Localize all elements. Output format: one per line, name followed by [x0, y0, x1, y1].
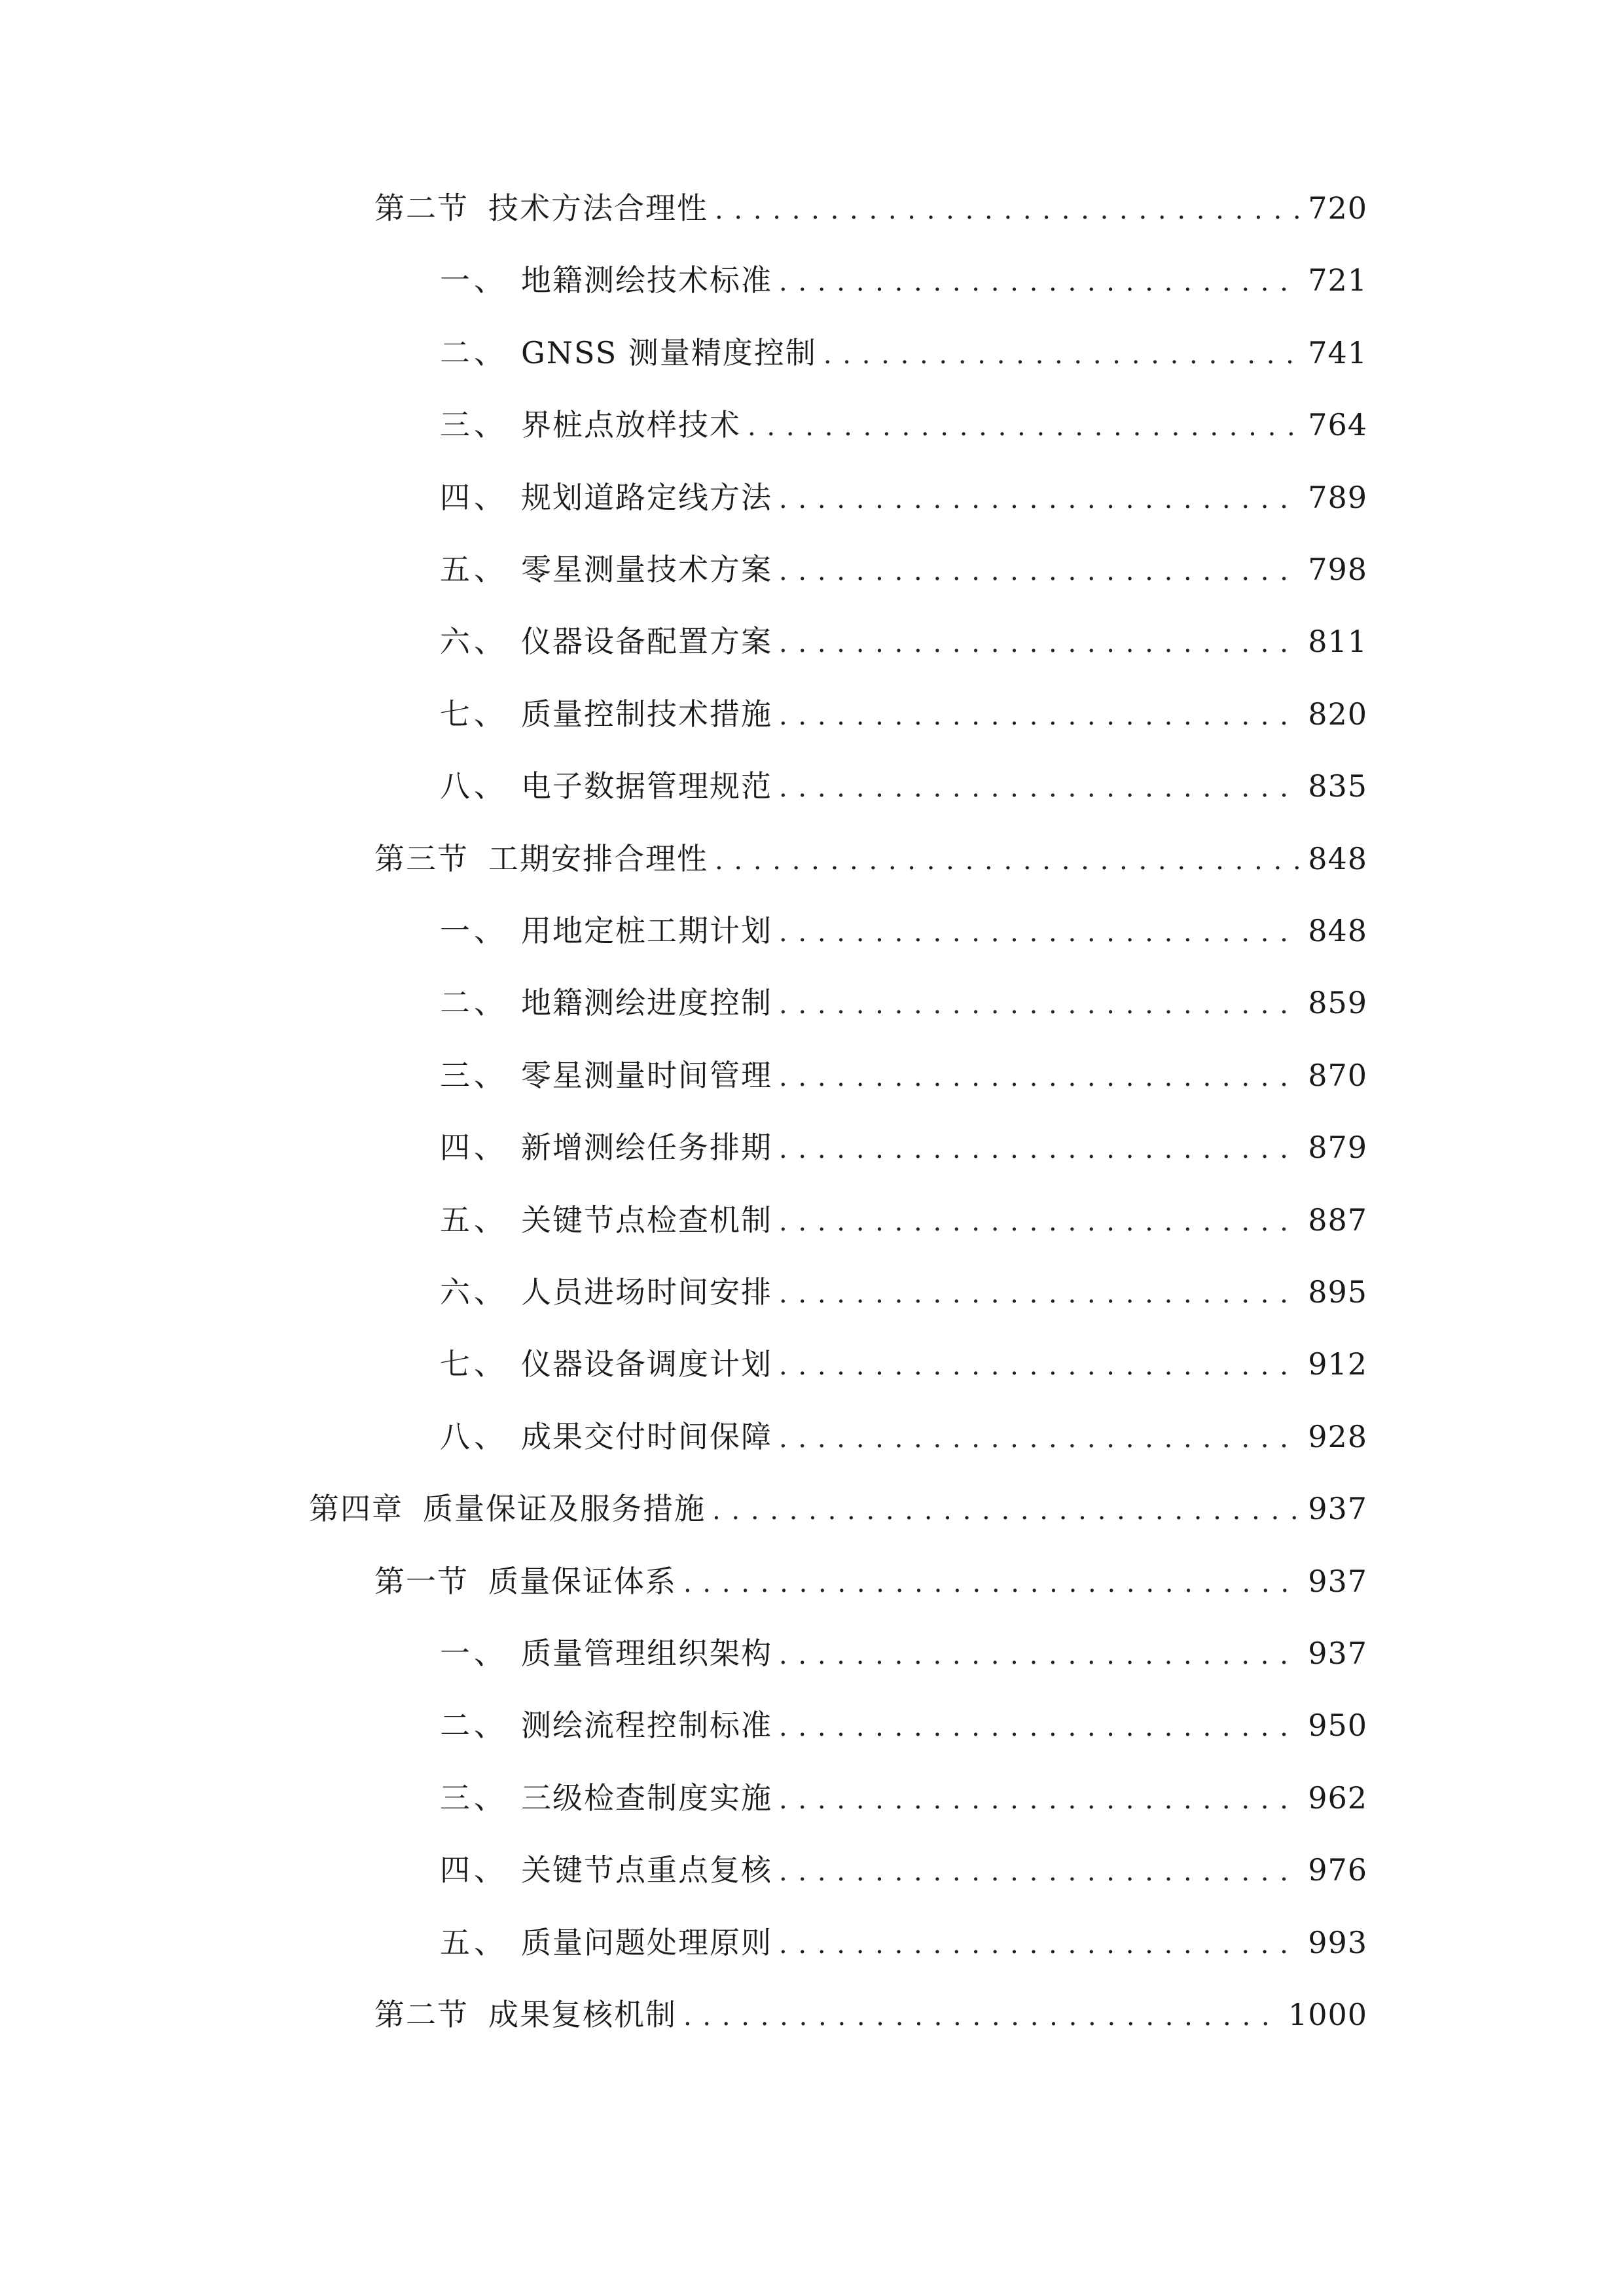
toc-entry-title: 质量管理组织架构 [521, 1636, 772, 1671]
toc-entry-number: 四、 [440, 1852, 508, 1888]
dot-leader [779, 910, 1299, 956]
toc-entry-page-number: 937 [1308, 1563, 1367, 1599]
toc-entry-page-number: 879 [1308, 1130, 1367, 1166]
toc-entry-title: GNSS 测量精度控制 [521, 334, 817, 370]
toc-entry-page-number: 859 [1308, 985, 1367, 1021]
toc-entry-page-number: 721 [1308, 262, 1367, 298]
toc-entry-title: 界桩点放样技术 [521, 407, 741, 443]
toc-entry[interactable] [440, 330, 1367, 376]
toc-entry-title: 人员进场时间安排 [521, 1274, 772, 1310]
toc-entry-number: 三、 [440, 1780, 508, 1816]
toc-entry[interactable] [440, 1775, 1367, 1821]
toc-entry[interactable] [440, 547, 1367, 592]
toc-entry[interactable] [440, 619, 1367, 664]
dot-leader [712, 1488, 1299, 1534]
toc-entry-title: 新增测绘任务排期 [521, 1130, 772, 1166]
toc-entry-page-number: 937 [1308, 1636, 1367, 1671]
toc-entry[interactable] [309, 1486, 1367, 1532]
toc-entry-number: 六、 [440, 624, 508, 660]
toc-entry-title: 仪器设备调度计划 [521, 1346, 772, 1382]
dot-leader [779, 1416, 1299, 1462]
toc-entry-title: 电子数据管理规范 [521, 768, 772, 804]
toc-entry[interactable] [440, 908, 1367, 954]
toc-entry-number: 一、 [440, 1636, 508, 1671]
dot-leader [779, 1271, 1299, 1317]
toc-entry[interactable] [374, 1992, 1367, 2037]
toc-entry-number: 第二节 [374, 190, 469, 226]
dot-leader [779, 982, 1299, 1028]
toc-entry-number: 一、 [440, 913, 508, 948]
toc-entry-number: 四、 [440, 1130, 508, 1166]
toc-entry[interactable] [440, 1414, 1367, 1460]
dot-leader [779, 1126, 1299, 1172]
toc-entry-title: 质量问题处理原则 [521, 1924, 772, 1960]
toc-entry-title: 质量控制技术措施 [521, 696, 772, 732]
dot-leader [715, 187, 1299, 233]
dot-leader [779, 1704, 1299, 1750]
toc-entry-title: 仪器设备配置方案 [521, 624, 772, 660]
dot-leader [683, 1560, 1299, 1606]
toc-entry-number: 一、 [440, 262, 508, 298]
toc-entry-page-number: 835 [1308, 768, 1367, 804]
toc-entry-title: 质量保证及服务措施 [423, 1491, 706, 1527]
toc-entry[interactable] [440, 1052, 1367, 1098]
toc-entry[interactable] [440, 257, 1367, 303]
toc-entry-number: 第四章 [309, 1491, 403, 1527]
toc-entry-number: 七、 [440, 1346, 508, 1382]
toc-entry-title: 规划道路定线方法 [521, 479, 772, 515]
toc-entry-page-number: 887 [1308, 1202, 1367, 1238]
toc-entry[interactable] [440, 691, 1367, 737]
toc-entry-number: 第一节 [374, 1563, 469, 1599]
toc-entry-page-number: 798 [1308, 552, 1367, 587]
dot-leader [779, 1777, 1299, 1823]
toc-entry-title: 关键节点重点复核 [521, 1852, 772, 1888]
toc-entry-title: 技术方法合理性 [488, 190, 708, 226]
toc-entry-page-number: 993 [1308, 1924, 1367, 1960]
toc-entry-page-number: 976 [1308, 1852, 1367, 1888]
toc-entry-number: 八、 [440, 1418, 508, 1454]
toc-entry-title: 关键节点检查机制 [521, 1202, 772, 1238]
toc-entry-page-number: 895 [1308, 1274, 1367, 1310]
toc-entry-number: 二、 [440, 1708, 508, 1744]
dot-leader [715, 838, 1299, 884]
toc-entry-number: 六、 [440, 1274, 508, 1310]
toc-entry[interactable] [374, 185, 1367, 231]
dot-leader [779, 1632, 1299, 1678]
dot-leader [779, 1343, 1299, 1389]
toc-entry-title: 成果交付时间保障 [521, 1418, 772, 1454]
toc-entry-number: 二、 [440, 334, 508, 370]
dot-leader [748, 404, 1299, 450]
toc-entry-number: 第二节 [374, 1997, 469, 2032]
toc-entry-page-number: 848 [1308, 913, 1367, 948]
toc-entry-title: 用地定桩工期计划 [521, 913, 772, 948]
toc-entry-page-number: 962 [1308, 1780, 1367, 1816]
toc-entry-number: 三、 [440, 407, 508, 443]
toc-entry-title: 三级检查制度实施 [521, 1780, 772, 1816]
dot-leader [779, 259, 1299, 305]
toc-entry-page-number: 848 [1308, 840, 1367, 876]
toc-entry[interactable] [440, 1124, 1367, 1170]
toc-entry[interactable] [440, 980, 1367, 1026]
toc-entry-title: 测绘流程控制标准 [521, 1708, 772, 1744]
toc-entry-number: 八、 [440, 768, 508, 804]
dot-leader [779, 620, 1299, 666]
toc-entry[interactable] [440, 1341, 1367, 1387]
toc-entry-title: 成果复核机制 [488, 1997, 677, 2032]
dot-leader [779, 476, 1299, 522]
dot-leader [779, 1849, 1299, 1895]
toc-entry-number: 五、 [440, 552, 508, 587]
toc-entry[interactable] [440, 1269, 1367, 1315]
toc-entry-page-number: 950 [1308, 1708, 1367, 1744]
dot-leader [779, 765, 1299, 811]
toc-entry[interactable] [440, 1702, 1367, 1748]
toc-entry[interactable] [374, 1558, 1367, 1604]
toc-entry-page-number: 870 [1308, 1057, 1367, 1093]
toc-entry-page-number: 741 [1308, 334, 1367, 370]
toc-entry-page-number: 912 [1308, 1346, 1367, 1382]
toc-entry[interactable] [440, 402, 1367, 448]
toc-entry-page-number: 820 [1308, 696, 1367, 732]
toc-entry-page-number: 764 [1308, 407, 1367, 443]
toc-entry-page-number: 1000 [1288, 1997, 1367, 2032]
toc-entry[interactable] [440, 1630, 1367, 1676]
toc-entry-title: 零星测量技术方案 [521, 552, 772, 587]
toc-entry[interactable] [440, 1197, 1367, 1243]
toc-entry-number: 七、 [440, 696, 508, 732]
toc-entry[interactable] [440, 1847, 1367, 1893]
toc-entry[interactable] [374, 836, 1367, 882]
toc-entry[interactable] [440, 1920, 1367, 1965]
toc-entry-page-number: 937 [1308, 1491, 1367, 1527]
dot-leader [779, 693, 1299, 739]
dot-leader [779, 1922, 1299, 1967]
dot-leader [779, 548, 1299, 594]
toc-entry-title: 零星测量时间管理 [521, 1057, 772, 1093]
toc-entry[interactable] [440, 475, 1367, 520]
toc-entry-number: 五、 [440, 1202, 508, 1238]
toc-entry-page-number: 789 [1308, 479, 1367, 515]
dot-leader [683, 1994, 1279, 2039]
toc-entry-page-number: 720 [1308, 190, 1367, 226]
toc-entry-page-number: 811 [1308, 624, 1367, 660]
toc-entry-page-number: 928 [1308, 1418, 1367, 1454]
toc-entry-number: 二、 [440, 985, 508, 1021]
dot-leader [779, 1054, 1299, 1100]
toc-entry-number: 三、 [440, 1057, 508, 1093]
toc-entry-number: 第三节 [374, 840, 469, 876]
toc-entry-number: 五、 [440, 1924, 508, 1960]
toc-entry-title: 工期安排合理性 [488, 840, 708, 876]
dot-leader [823, 332, 1299, 378]
toc-entry-number: 四、 [440, 479, 508, 515]
dot-leader [779, 1199, 1299, 1245]
toc-entry-title: 地籍测绘技术标准 [521, 262, 772, 298]
toc-entry[interactable] [440, 763, 1367, 809]
toc-entry-title: 质量保证体系 [488, 1563, 677, 1599]
toc-entry-title: 地籍测绘进度控制 [521, 985, 772, 1021]
